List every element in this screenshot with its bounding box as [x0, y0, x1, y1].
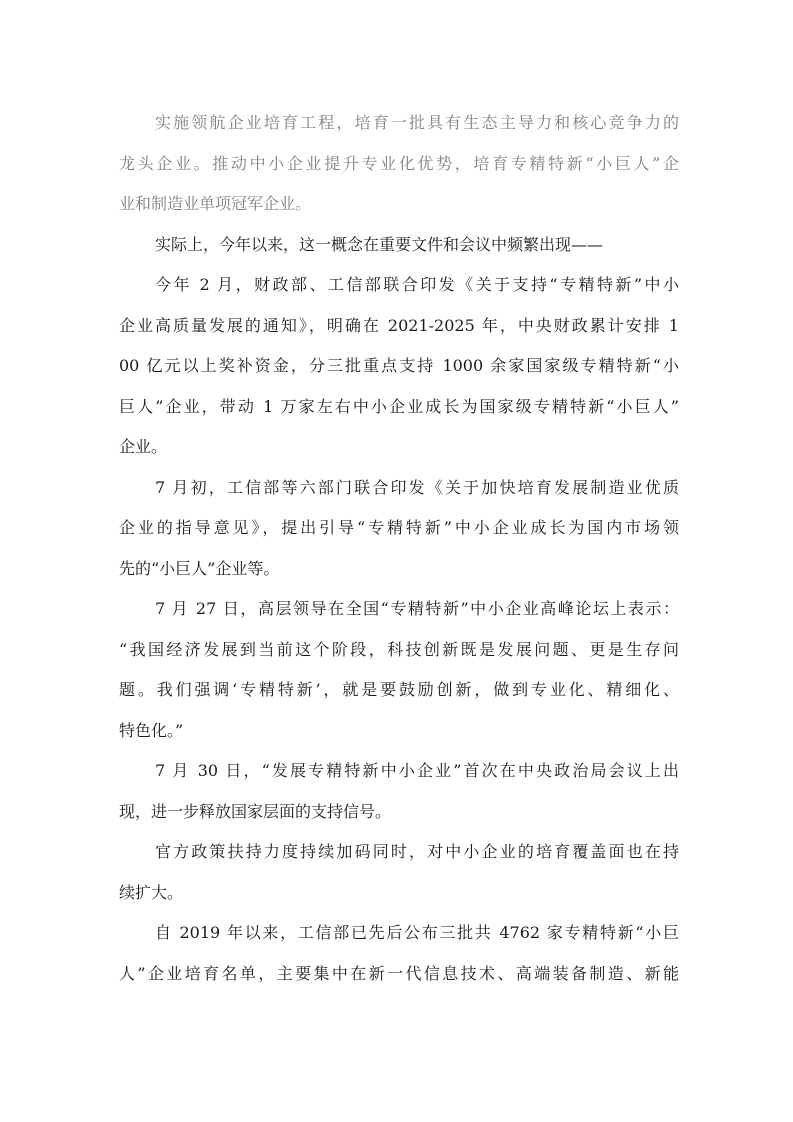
paragraph-p6-line: 7 月 30 日，“发展专精特新中小企业”首次在中央政治局会议上出 [155, 761, 679, 780]
paragraph-p8-line: 人”企业培育名单，主要集中在新一代信息技术、高端装备制造、新能 [119, 963, 679, 983]
paragraph-p4-line: 先的“小巨人”企业等。 [119, 558, 280, 578]
paragraph-p8-line: 自 2019 年以来，工信部已先后公布三批共 4762 家专精特新“小巨 [155, 923, 679, 942]
paragraph-p7-line: 续扩大。 [119, 882, 184, 902]
paragraph-p5-line: “我国经济发展到当前这个阶段，科技创新既是发展问题、更是生存问 [119, 639, 679, 659]
paragraph-p3-line: 企业高质量发展的通知》，明确在 2021-2025 年，中央财政累计安排 1 [119, 315, 679, 335]
paragraph-p4-line: 企业的指导意见》，提出引导“专精特新”中小企业成长为国内市场领 [119, 518, 679, 537]
paragraph-p6-line: 现，进一步释放国家层面的支持信号。 [119, 801, 392, 821]
paragraph-p2 [119, 225, 679, 266]
paragraph-p3-line: 00 亿元以上奖补资金，分三批重点支持 1000 余家国家级专精特新“小 [119, 356, 679, 375]
paragraph-p8 [119, 913, 679, 994]
paragraph-p5-line: 7 月 27 日，高层领导在全国“专精特新”中小企业高峰论坛上表示： [155, 599, 679, 618]
paragraph-p2-line: 实际上，今年以来，这一概念在重要文件和会议中频繁出现—— [155, 234, 604, 254]
paragraph-p3-line: 今年 2 月，财政部、工信部联合印发《关于支持“专精特新”中小 [155, 275, 679, 294]
paragraph-p3-line: 巨人”企业，带动 1 万家左右中小企业成长为国家级专精特新“小巨人” [119, 396, 679, 416]
paragraph-p3 [119, 265, 679, 468]
paragraph-p5-line: 特色化。” [119, 720, 184, 740]
document-body [119, 103, 679, 994]
paragraph-p5 [119, 589, 679, 751]
paragraph-p4-line: 7 月初，工信部等六部门联合印发《关于加快培育发展制造业优质 [155, 477, 679, 497]
paragraph-p6 [119, 751, 679, 832]
paragraph-p7 [119, 832, 679, 913]
paragraph-p1-line: 龙头企业。推动中小企业提升专业化优势，培育专精特新“小巨人”企 [119, 153, 679, 173]
paragraph-p4 [119, 468, 679, 590]
paragraph-p7-line: 官方政策扶持力度持续加码同时，对中小企业的培育覆盖面也在持 [155, 842, 679, 861]
paragraph-p1-line: 业和制造业单项冠军企业。 [119, 194, 312, 213]
paragraph-p3-line: 企业。 [119, 437, 168, 456]
paragraph-p1 [119, 103, 679, 225]
paragraph-p5-line: 题。我们强调‘专精特新’，就是要鼓励创新，做到专业化、精细化、 [119, 680, 679, 699]
paragraph-p1-line: 实施领航企业培育工程，培育一批具有生态主导力和核心竞争力的 [155, 113, 679, 132]
